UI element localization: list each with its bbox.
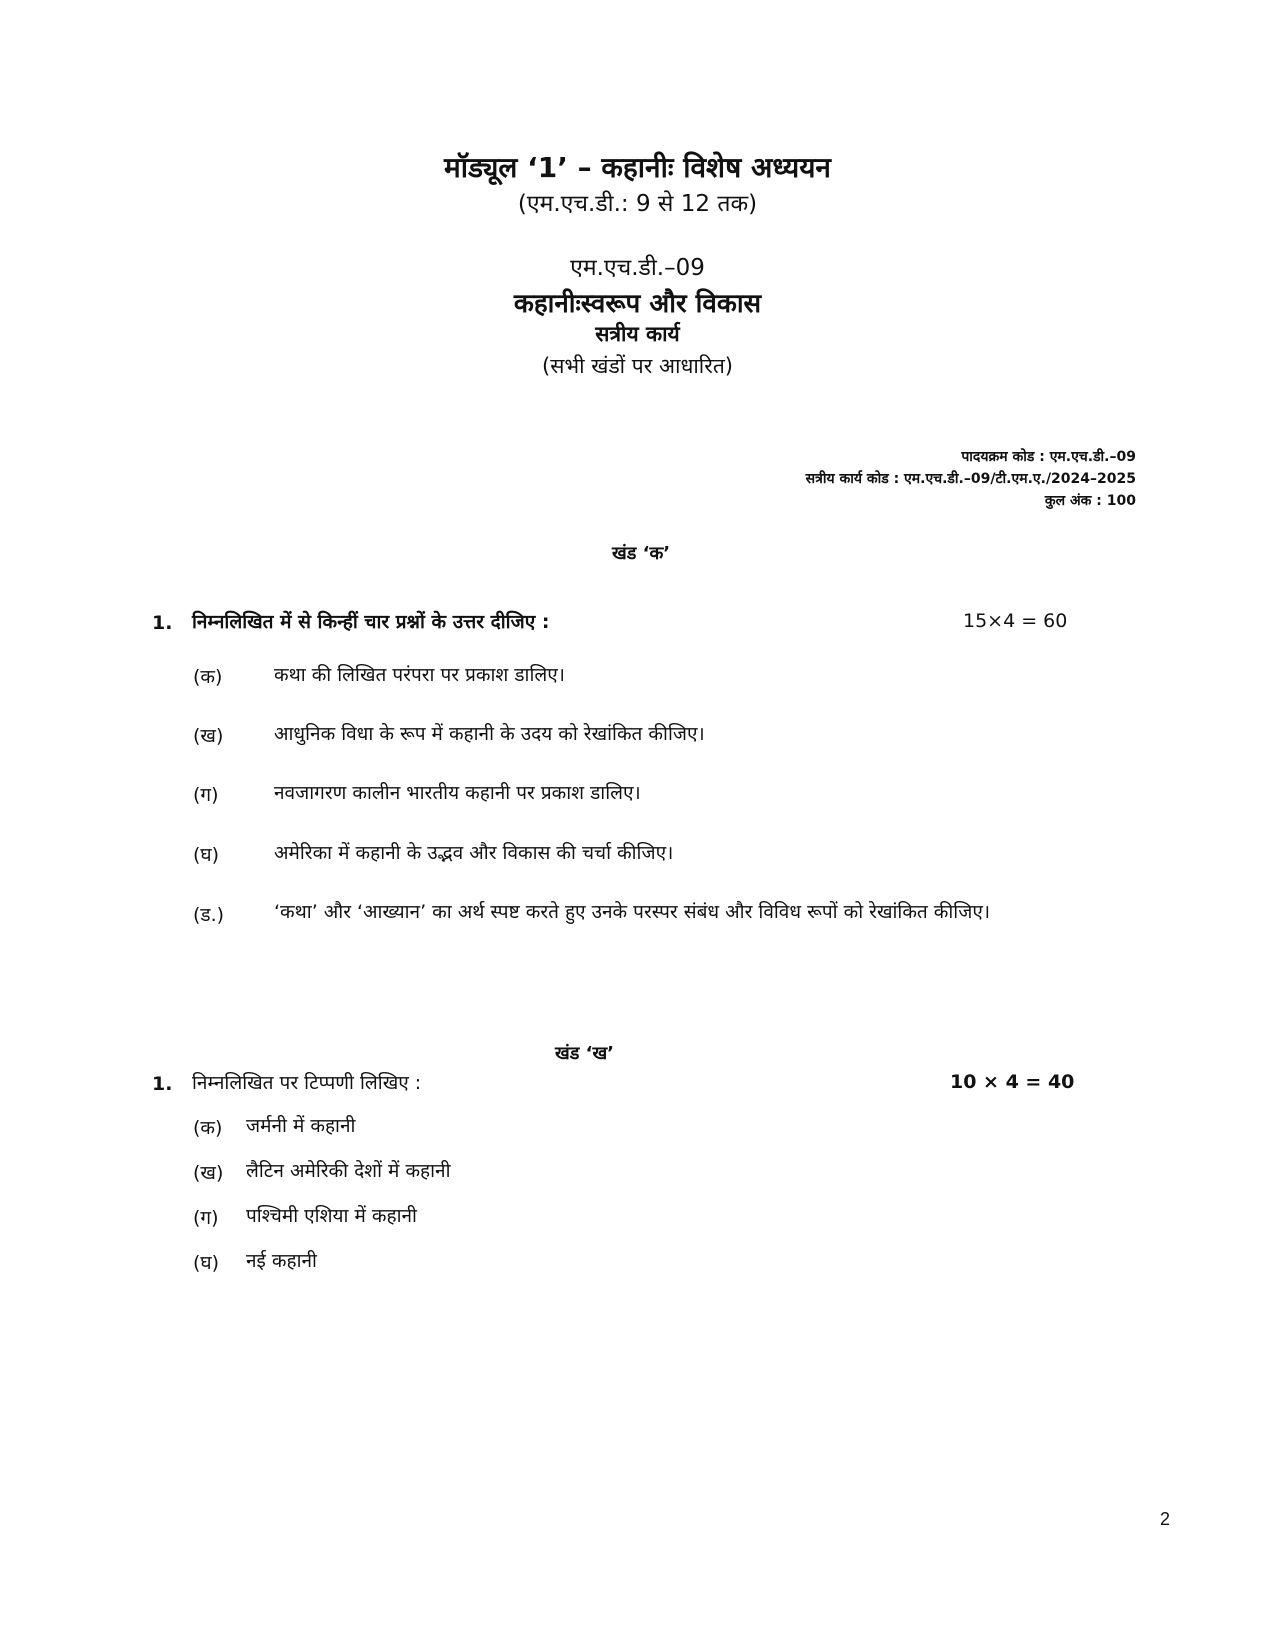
section-b-marks: 10 × 4 = 40 — [950, 1071, 1075, 1093]
page-title: मॉड्यूल ‘1’ – कहानीः विशेष अध्ययन — [444, 151, 831, 184]
list-item: अमेरिका में कहानी के उद्भव और विकास की चर्चा कीजिए। — [274, 842, 674, 864]
course-name: कहानीःस्वरूप और विकास — [513, 289, 762, 319]
list-item-label: (ग) — [193, 784, 219, 806]
section-a-question: निम्नलिखित में से किन्हीं चार प्रश्नों के उत्तर दीजिए : — [192, 611, 550, 633]
section-b-question: निम्नलिखित पर टिप्पणी लिखिए : — [192, 1072, 422, 1094]
list-item: पश्चिमी एशिया में कहानी — [246, 1205, 417, 1227]
section-b-question-number: 1. — [152, 1073, 173, 1095]
assignment-heading: सत्रीय कार्य — [595, 322, 680, 346]
page-subtitle: (एम.एच.डी.: 9 से 12 तक) — [517, 191, 758, 217]
list-item: ‘कथा’ और ‘आख्यान’ का अर्थ स्पष्ट करते हुए उनके परस्पर संबंध और विविध रूपों को रेखांकित कीजिए। — [274, 901, 991, 923]
meta-assignment-code: सत्रीय कार्य कोड : एम.एच.डी.–09/टी.एम.ए./2024–2025 — [805, 471, 1136, 487]
list-item-label: (क) — [193, 666, 223, 688]
section-b-heading: खंड ‘ख’ — [555, 1043, 615, 1064]
list-item-label: (क) — [193, 1117, 223, 1139]
section-a-marks: 15×4 = 60 — [963, 610, 1068, 632]
list-item-label: (घ) — [193, 844, 220, 866]
meta-course-code: पादयक्रम कोड : एम.एच.डी.–09 — [961, 449, 1136, 465]
page-number: 2 — [1160, 1509, 1171, 1529]
meta-total-marks: कुल अंक : 100 — [1044, 493, 1136, 509]
list-item: नवजागरण कालीन भारतीय कहानी पर प्रकाश डालिए। — [274, 782, 641, 804]
list-item-label: (ख) — [193, 1162, 224, 1184]
list-item-label: (ख) — [193, 725, 224, 747]
list-item: जर्मनी में कहानी — [246, 1115, 356, 1137]
list-item-label: (घ) — [193, 1252, 220, 1274]
section-a-question-number: 1. — [152, 612, 173, 634]
section-a-heading: खंड ‘क’ — [612, 543, 671, 564]
list-item: लैटिन अमेरिकी देशों में कहानी — [246, 1160, 451, 1182]
list-item: आधुनिक विधा के रूप में कहानी के उदय को रेखांकित कीजिए। — [274, 723, 705, 745]
assignment-basis: (सभी खंडों पर आधारित) — [542, 354, 733, 378]
list-item: नई कहानी — [246, 1250, 317, 1272]
list-item-label: (ड.) — [193, 904, 225, 926]
list-item: कथा की लिखित परंपरा पर प्रकाश डालिए। — [274, 664, 565, 686]
course-code: एम.एच.डी.–09 — [570, 255, 705, 281]
list-item-label: (ग) — [193, 1207, 219, 1229]
